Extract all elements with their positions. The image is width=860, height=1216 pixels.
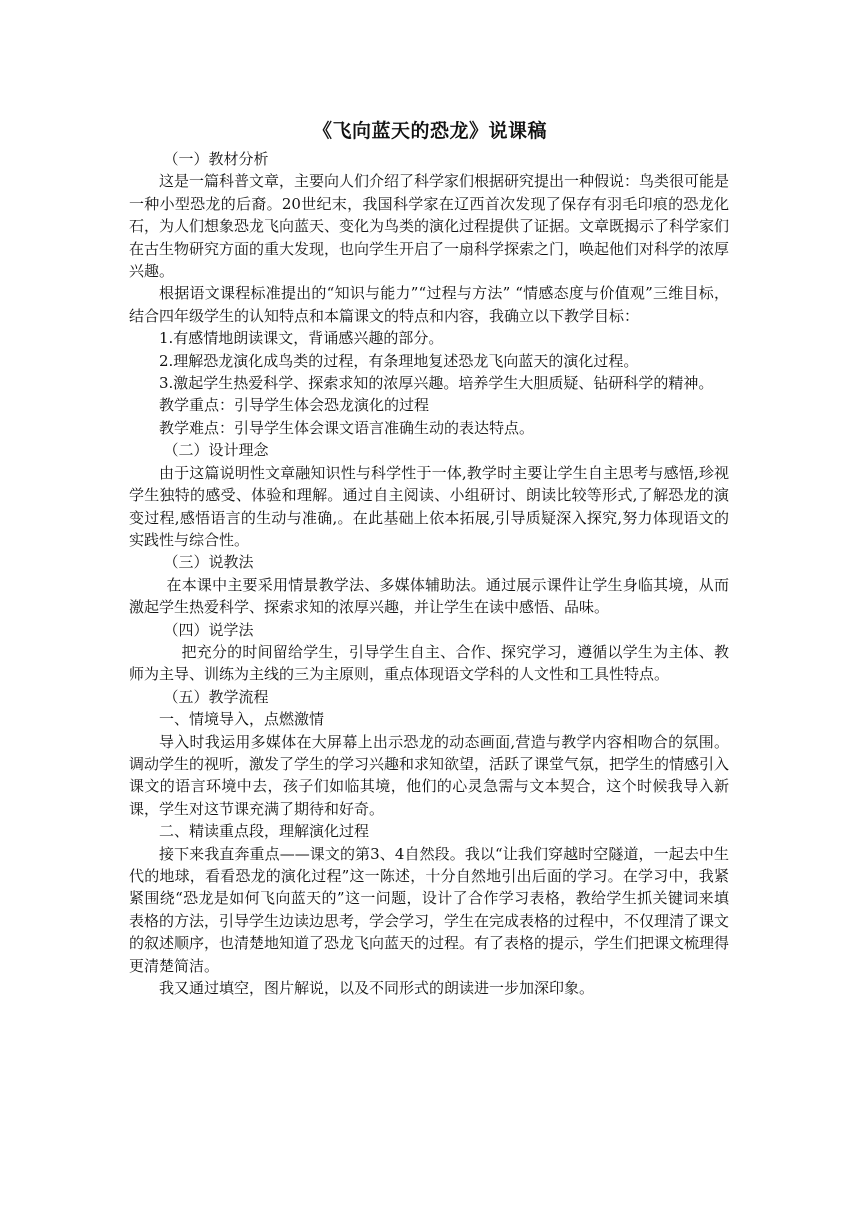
- paragraph: 导入时我运用多媒体在大屏幕上出示恐龙的动态画面,营造与教学内容相吻合的氛围。调动学生的视听，激发了学生的学习兴趣和求知欲望，活跃了课堂气氛，把学生的情感引入课文的语言环境中去，孩子们如临其境，他们的心灵急需与文本契合，这个时候我导入新课，学生对这节课充满了期待和好奇。: [129, 732, 730, 818]
- paragraph: 把充分的时间留给学生，引导学生自主、合作、探究学习，遵循以学生为主体、教师为主导、训练为主线的三为主原则，重点体现语文学科的人文性和工具性特点。: [129, 642, 729, 684]
- document-title: 《飞向蓝天的恐龙》说课稿: [312, 120, 547, 142]
- subheading-introduction: 一、情境导入，点燃激情: [159, 710, 325, 729]
- paragraph: 在本课中主要采用情景教学法、多媒体辅助法。通过展示课件让学生身临其境，从而激起学生热爱科学、探索求知的浓厚兴趣，并让学生在读中感悟、品味。: [129, 575, 729, 617]
- subheading-intensive-reading: 二、精读重点段，理解演化过程: [159, 822, 370, 841]
- section-heading-teaching-method: （三）说教法: [163, 553, 254, 572]
- goal-item: 2.理解恐龙演化成鸟类的过程，有条理地复述恐龙飞向蓝天的演化过程。: [159, 351, 639, 370]
- goal-item: 1.有感情地朗读课文，背诵感兴趣的部分。: [159, 329, 444, 348]
- section-heading-design-concept: （二）设计理念: [163, 441, 269, 460]
- teaching-difficulty: 教学难点：引导学生体会课文语言准确生动的表达特点。: [159, 418, 535, 437]
- paragraph: 我又通过填空，图片解说，以及不同形式的朗读进一步加深印象。: [159, 979, 595, 998]
- paragraph: 这是一篇科普文章，主要向人们介绍了科学家们根据研究提出一种假说：鸟类很可能是一种小型恐龙的后裔。20世纪末，我国科学家在辽西首次发现了保存有羽毛印痕的恐龙化石，为人们想象恐龙飞向蓝天、变化为鸟类的演化过程提供了证据。文章既揭示了科学家们在古生物研究方面的重大发现，也向学生开启了一扇科学探索之门，唤起他们对科学的浓厚兴趣。: [129, 172, 730, 281]
- section-heading-learning-method: （四）说学法: [163, 620, 254, 639]
- goal-item: 3.激起学生热爱科学、探索求知的浓厚兴趣。培养学生大胆质疑、钻研科学的精神。: [159, 374, 714, 393]
- paragraph: 根据语文课程标准提出的“知识与能力”“过程与方法” “情感态度与价值观”三维目标，结合四年级学生的认知特点和本篇课文的特点和内容，我确立以下教学目标：: [129, 284, 729, 325]
- teaching-focus: 教学重点：引导学生体会恐龙演化的过程: [159, 396, 430, 415]
- paragraph: 接下来我直奔重点——课文的第3、4自然段。我以“让我们穿越时空隧道，一起去中生代的地球，看看恐龙的演化过程”这一陈述，十分自然地引出后面的学习。在学习中，我紧紧围绕“恐龙是如何飞向蓝天的”这一问题，设计了合作学习表格，教给学生抓关键词来填表格的方法，引导学生边读边思考，学会学习，学生在完成表格的过程中，不仅理清了课文的叙述顺序，也清楚地知道了恐龙飞向蓝天的过程。有了表格的提示，学生们把课文梳理得更清楚简洁。: [129, 844, 730, 975]
- section-heading-teaching-process: （五）教学流程: [163, 687, 269, 706]
- section-heading-textbook-analysis: （一）教材分析: [163, 150, 269, 168]
- document-body: [129, 148, 729, 999]
- paragraph: 由于这篇说明性文章融知识性与科学性于一体,教学时主要让学生自主思考与感悟,珍视学生独特的感受、体验和理解。通过自主阅读、小组研讨、朗读比较等形式,了解恐龙的演变过程,感悟语言的生动与准确,。在此基础上依本拓展,引导质疑深入探究,努力体现语文的实践性与综合性。: [129, 463, 729, 549]
